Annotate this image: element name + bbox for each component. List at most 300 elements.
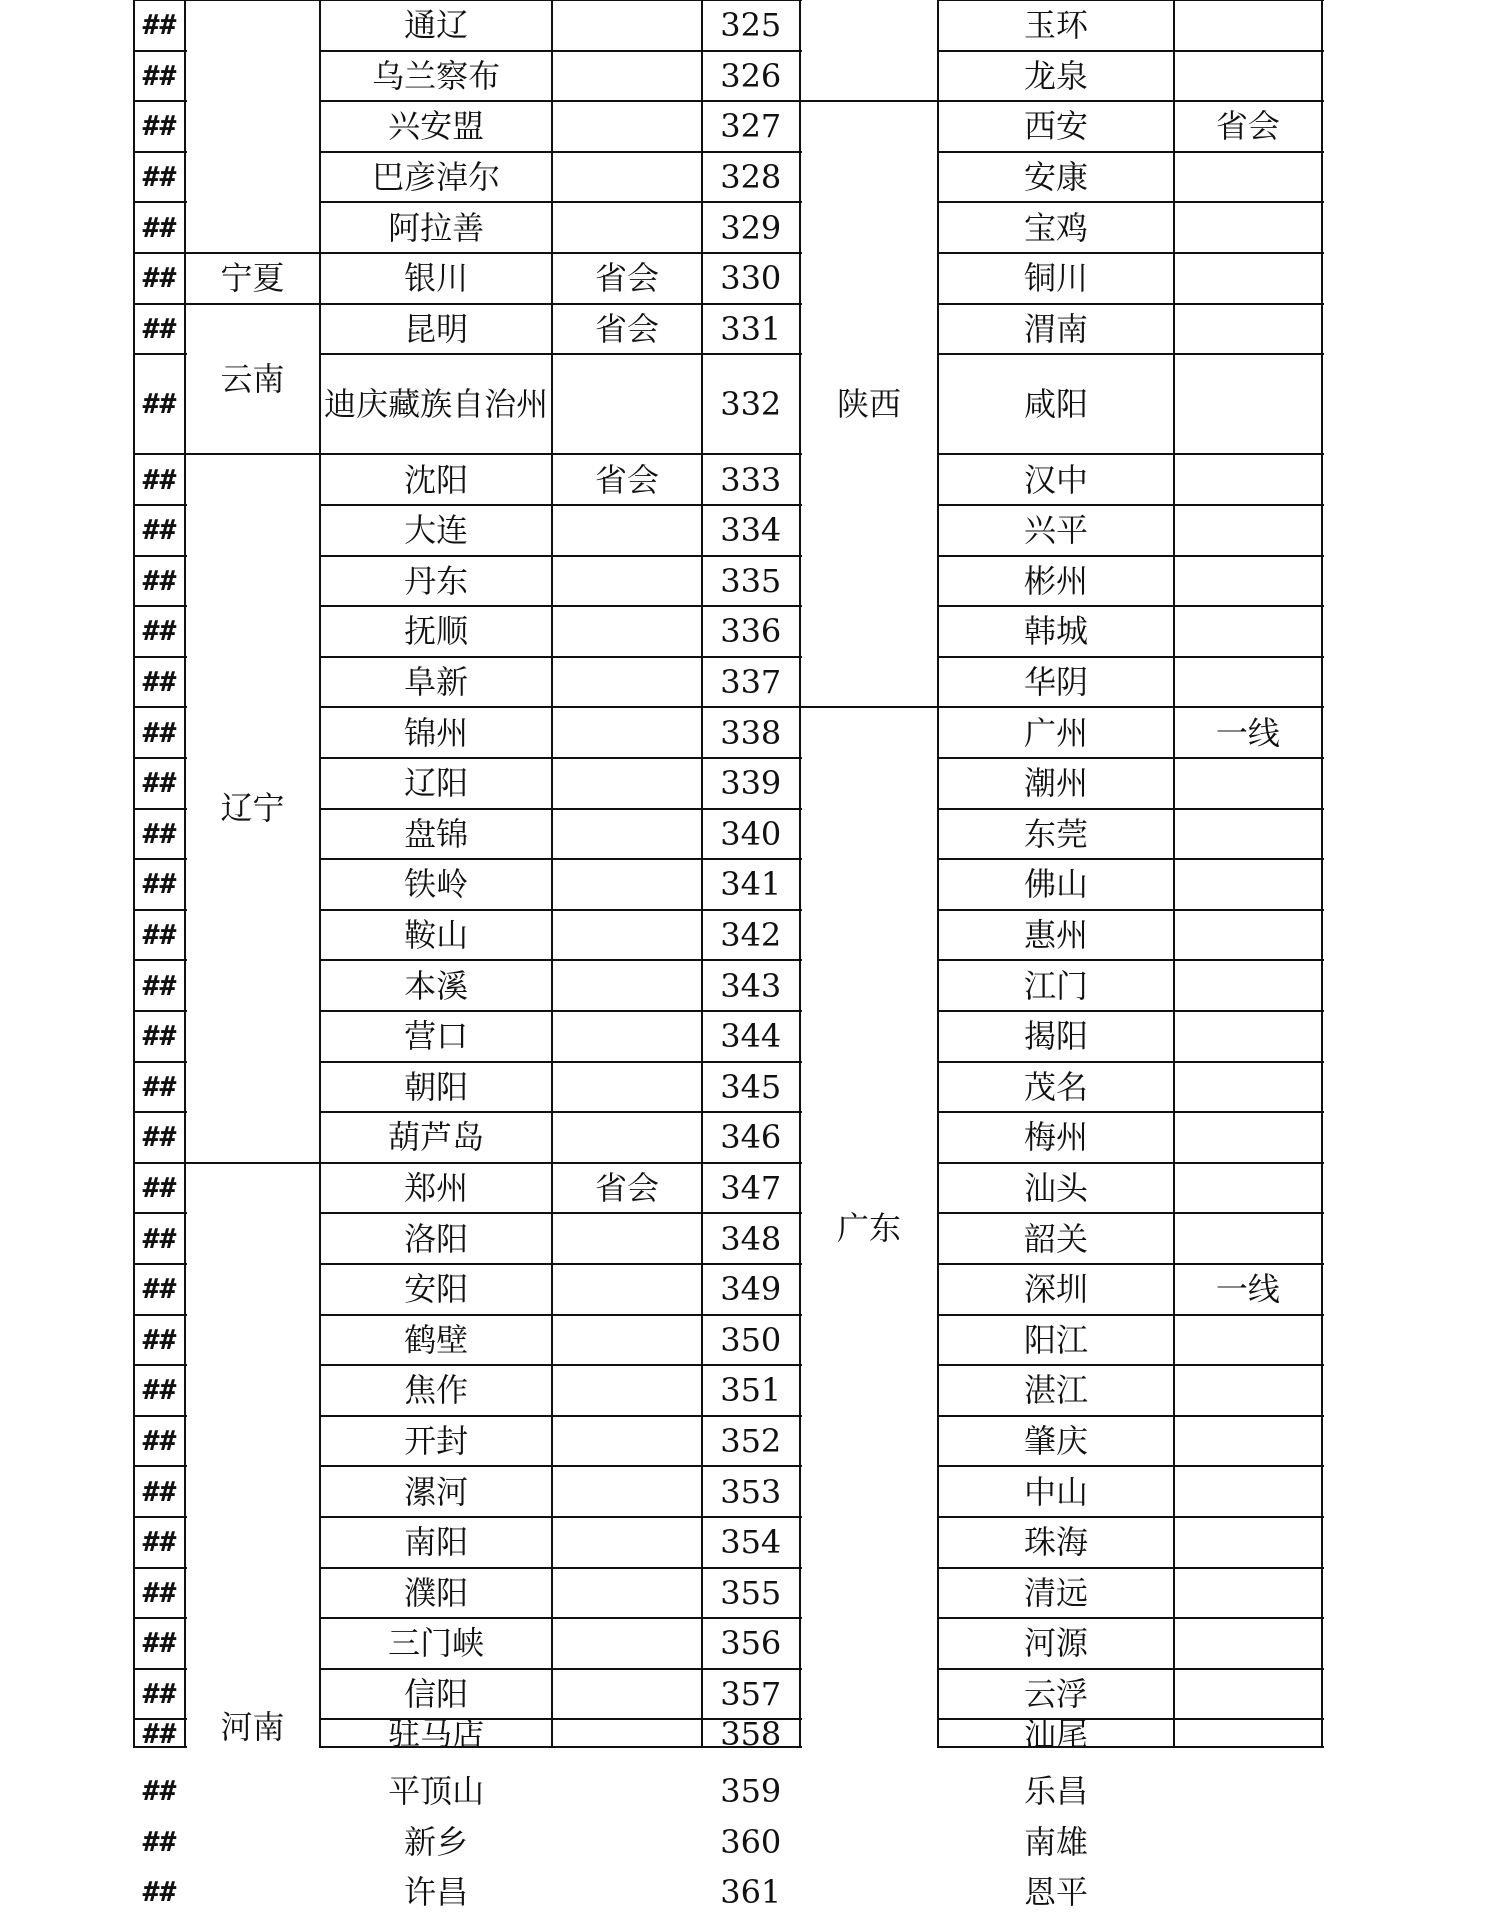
grid-line xyxy=(320,605,802,607)
row-mark: ## xyxy=(142,1575,177,1609)
row-mark: ## xyxy=(142,462,177,496)
city-id: 341 xyxy=(720,865,782,904)
grid-line xyxy=(134,1162,187,1164)
row-mark: ## xyxy=(142,867,177,901)
city-note xyxy=(1174,1365,1323,1416)
city-id: 345 xyxy=(720,1067,782,1106)
city-note: 省会 xyxy=(594,259,659,298)
grid-line xyxy=(320,1061,802,1063)
grid-line xyxy=(320,1718,802,1720)
province-name: 广东 xyxy=(836,1208,901,1247)
row-mark: ## xyxy=(142,210,177,244)
row-mark: ## xyxy=(142,160,177,194)
city-id: 354 xyxy=(720,1523,782,1562)
grid-line xyxy=(134,1567,187,1569)
city-note xyxy=(552,606,702,657)
row-mark: ## xyxy=(142,1626,177,1660)
grid-line xyxy=(185,1162,322,1164)
row-mark: ## xyxy=(142,816,177,850)
city-note xyxy=(552,1213,702,1264)
city-name: 江门 xyxy=(1023,966,1088,1005)
city-name: 肇庆 xyxy=(1023,1421,1088,1460)
grid-line xyxy=(134,1010,187,1012)
city-name: 汕尾 xyxy=(1023,1714,1088,1753)
city-id: 350 xyxy=(720,1320,782,1359)
city-note xyxy=(1174,960,1323,1011)
city-note: 省会 xyxy=(594,1168,659,1207)
city-note xyxy=(1174,1618,1323,1669)
city-name: 新乡 xyxy=(404,1822,469,1861)
city-note xyxy=(552,960,702,1011)
city-name: 珠海 xyxy=(1023,1523,1088,1562)
city-name: 河源 xyxy=(1023,1624,1088,1663)
row-mark: ## xyxy=(142,387,177,421)
city-note xyxy=(1174,253,1323,304)
city-note xyxy=(1174,1062,1323,1113)
city-id: 336 xyxy=(720,612,782,651)
city-note xyxy=(1174,354,1323,454)
city-note xyxy=(1174,758,1323,809)
city-name: 鹤壁 xyxy=(404,1320,469,1359)
grid-line xyxy=(938,303,1324,305)
grid-line xyxy=(320,757,802,759)
city-name: 华阴 xyxy=(1023,662,1088,701)
city-note xyxy=(552,51,702,102)
city-note xyxy=(552,809,702,860)
city-id: 359 xyxy=(720,1771,782,1810)
city-id: 361 xyxy=(720,1873,782,1912)
city-name: 中山 xyxy=(1023,1472,1088,1511)
city-id: 351 xyxy=(720,1371,782,1410)
grid-line xyxy=(938,605,1324,607)
grid-line xyxy=(134,1516,187,1518)
grid-line xyxy=(134,100,187,102)
row-mark: ## xyxy=(142,1069,177,1103)
city-name: 铁岭 xyxy=(404,865,469,904)
grid-line xyxy=(134,453,187,455)
grid-line xyxy=(938,1718,1324,1720)
row-mark: ## xyxy=(142,109,177,143)
city-name: 咸阳 xyxy=(1023,385,1088,424)
city-name: 广州 xyxy=(1023,713,1088,752)
city-note xyxy=(1174,202,1323,253)
city-id: 331 xyxy=(720,309,782,348)
grid-line xyxy=(134,808,187,810)
grid-line xyxy=(134,303,187,305)
city-note xyxy=(1174,910,1323,961)
city-name: 兴平 xyxy=(1023,511,1088,550)
city-name: 安阳 xyxy=(404,1270,469,1309)
grid-line xyxy=(320,1617,802,1619)
grid-line xyxy=(938,252,1324,254)
grid-line xyxy=(320,555,802,557)
grid-line xyxy=(938,201,1324,203)
city-name: 阿拉善 xyxy=(388,208,485,247)
grid-line xyxy=(799,0,801,1748)
city-name: 彬州 xyxy=(1023,561,1088,600)
city-name: 汕头 xyxy=(1023,1168,1088,1207)
city-note xyxy=(1174,0,1323,51)
city-name: 南雄 xyxy=(1023,1822,1088,1861)
grid-line xyxy=(938,555,1324,557)
grid-line xyxy=(701,0,703,1748)
city-name: 本溪 xyxy=(404,966,469,1005)
city-name: 平顶山 xyxy=(388,1771,485,1810)
city-name: 三门峡 xyxy=(388,1624,485,1663)
city-name: 韩城 xyxy=(1023,612,1088,651)
city-name: 朝阳 xyxy=(404,1067,469,1106)
grid-line xyxy=(938,1465,1324,1467)
grid-line xyxy=(134,201,187,203)
city-note xyxy=(552,0,702,51)
row-mark: ## xyxy=(142,563,177,597)
city-id: 329 xyxy=(720,208,782,247)
grid-line xyxy=(320,504,802,506)
grid-line xyxy=(1173,0,1175,1748)
city-name: 佛山 xyxy=(1023,865,1088,904)
row-mark: ## xyxy=(142,8,177,42)
grid-line xyxy=(320,1516,802,1518)
city-name: 安康 xyxy=(1023,158,1088,197)
grid-line xyxy=(134,1617,187,1619)
city-id: 328 xyxy=(720,158,782,197)
city-note xyxy=(552,152,702,203)
row-mark: ## xyxy=(142,917,177,951)
grid-line xyxy=(134,50,187,52)
grid-line xyxy=(320,909,802,911)
grid-line xyxy=(320,1212,802,1214)
city-note xyxy=(552,657,702,708)
city-name: 迪庆藏族自治州 xyxy=(324,385,549,424)
city-note xyxy=(1174,1112,1323,1163)
grid-line xyxy=(185,453,322,455)
city-id: 337 xyxy=(720,662,782,701)
row-mark: ## xyxy=(142,1373,177,1407)
city-name: 抚顺 xyxy=(404,612,469,651)
grid-line xyxy=(134,504,187,506)
city-note xyxy=(552,202,702,253)
grid-line xyxy=(938,808,1324,810)
grid-line xyxy=(938,656,1324,658)
grid-line xyxy=(938,453,1324,455)
grid-line xyxy=(320,959,802,961)
city-name: 漯河 xyxy=(404,1472,469,1511)
grid-line xyxy=(938,1617,1324,1619)
city-note xyxy=(1174,505,1323,556)
grid-line xyxy=(134,1668,187,1670)
grid-line xyxy=(938,353,1324,355)
row-mark: ## xyxy=(142,1221,177,1255)
grid-line xyxy=(134,1111,187,1113)
city-id: 348 xyxy=(720,1219,782,1258)
city-note xyxy=(552,1315,702,1366)
city-name: 揭阳 xyxy=(1023,1017,1088,1056)
city-note xyxy=(552,707,702,758)
city-note xyxy=(552,1011,702,1062)
grid-line xyxy=(320,808,802,810)
city-name: 兴安盟 xyxy=(388,107,485,146)
city-note xyxy=(552,1719,702,1748)
city-id: 342 xyxy=(720,915,782,954)
grid-line xyxy=(938,1212,1324,1214)
row-mark: ## xyxy=(142,1170,177,1204)
row-mark: ## xyxy=(142,311,177,345)
city-name: 云浮 xyxy=(1023,1674,1088,1713)
city-name: 汉中 xyxy=(1023,460,1088,499)
grid-line xyxy=(320,303,802,305)
city-id: 327 xyxy=(720,107,782,146)
row-mark: ## xyxy=(142,614,177,648)
grid-line xyxy=(319,0,321,1748)
grid-line xyxy=(134,0,187,1)
city-id: 358 xyxy=(720,1714,782,1753)
grid-line xyxy=(938,1314,1324,1316)
grid-line xyxy=(134,1061,187,1063)
grid-line xyxy=(134,909,187,911)
city-name: 铜川 xyxy=(1023,259,1088,298)
grid-line xyxy=(938,1415,1324,1417)
row-mark: ## xyxy=(142,513,177,547)
row-mark: ## xyxy=(142,58,177,92)
city-id: 338 xyxy=(720,713,782,752)
grid-line xyxy=(551,0,553,1748)
province-name: 宁夏 xyxy=(220,259,285,298)
city-note xyxy=(1174,51,1323,102)
grid-line xyxy=(938,706,1324,708)
city-note xyxy=(1174,1315,1323,1366)
city-name: 宝鸡 xyxy=(1023,208,1088,247)
grid-line xyxy=(320,100,802,102)
grid-line xyxy=(938,1668,1324,1670)
row-mark: ## xyxy=(142,1875,177,1909)
grid-line xyxy=(320,1415,802,1417)
grid-line xyxy=(184,0,186,1748)
city-note xyxy=(552,1669,702,1720)
grid-line xyxy=(134,656,187,658)
grid-line xyxy=(800,706,941,708)
city-note xyxy=(552,910,702,961)
city-id: 352 xyxy=(720,1421,782,1460)
city-name: 惠州 xyxy=(1023,915,1088,954)
grid-line xyxy=(320,1364,802,1366)
city-note xyxy=(552,1264,702,1315)
grid-line xyxy=(938,504,1324,506)
city-note xyxy=(1174,1011,1323,1062)
grid-line xyxy=(938,1567,1324,1569)
row-mark: ## xyxy=(142,968,177,1002)
city-name: 韶关 xyxy=(1023,1219,1088,1258)
city-note xyxy=(552,758,702,809)
grid-line xyxy=(938,0,1324,1)
city-note: 一线 xyxy=(1215,1270,1280,1309)
city-id: 355 xyxy=(720,1573,782,1612)
city-name: 南阳 xyxy=(404,1523,469,1562)
city-name: 开封 xyxy=(404,1421,469,1460)
city-id: 353 xyxy=(720,1472,782,1511)
grid-line xyxy=(134,353,187,355)
city-name: 阜新 xyxy=(404,662,469,701)
city-name: 大连 xyxy=(404,511,469,550)
grid-line xyxy=(134,252,187,254)
grid-line xyxy=(134,959,187,961)
city-name: 信阳 xyxy=(404,1674,469,1713)
row-mark: ## xyxy=(142,1716,177,1750)
city-note xyxy=(552,1517,702,1568)
city-note xyxy=(1174,1466,1323,1517)
grid-line xyxy=(320,201,802,203)
city-note xyxy=(1174,152,1323,203)
grid-line xyxy=(320,1465,802,1467)
grid-line xyxy=(134,151,187,153)
city-id: 349 xyxy=(720,1270,782,1309)
city-note xyxy=(1174,1416,1323,1467)
grid-line xyxy=(134,1314,187,1316)
city-note xyxy=(552,1112,702,1163)
grid-line xyxy=(938,151,1324,153)
row-mark: ## xyxy=(142,1272,177,1306)
row-mark: ## xyxy=(142,1824,177,1858)
grid-line xyxy=(134,555,187,557)
city-id: 357 xyxy=(720,1674,782,1713)
city-name: 锦州 xyxy=(404,713,469,752)
grid-line xyxy=(320,1668,802,1670)
city-name: 盘锦 xyxy=(404,814,469,853)
grid-line xyxy=(938,1061,1324,1063)
city-name: 乌兰察布 xyxy=(372,56,501,95)
city-id: 347 xyxy=(720,1168,782,1207)
grid-line xyxy=(938,1364,1324,1366)
city-name: 玉环 xyxy=(1023,6,1088,45)
city-name: 葫芦岛 xyxy=(388,1118,485,1157)
grid-line xyxy=(185,252,322,254)
city-name: 驻马店 xyxy=(388,1714,485,1753)
city-note: 省会 xyxy=(594,309,659,348)
city-name: 恩平 xyxy=(1023,1873,1088,1912)
province-name: 陕西 xyxy=(836,385,901,424)
city-id: 343 xyxy=(720,966,782,1005)
city-id: 330 xyxy=(720,259,782,298)
city-name: 沈阳 xyxy=(404,460,469,499)
city-note xyxy=(552,1062,702,1113)
city-name: 渭南 xyxy=(1023,309,1088,348)
province-name xyxy=(185,0,320,253)
city-note xyxy=(552,1365,702,1416)
grid-line xyxy=(800,100,941,102)
province-name: 河南 xyxy=(220,1707,285,1746)
row-mark: ## xyxy=(142,1525,177,1559)
city-id: 340 xyxy=(720,814,782,853)
city-name: 龙泉 xyxy=(1023,56,1088,95)
city-name: 西安 xyxy=(1023,107,1088,146)
city-name: 丹东 xyxy=(404,561,469,600)
city-note xyxy=(552,505,702,556)
grid-line xyxy=(134,1212,187,1214)
city-note xyxy=(552,859,702,910)
city-name: 许昌 xyxy=(404,1873,469,1912)
grid-line xyxy=(938,1516,1324,1518)
grid-line xyxy=(320,1010,802,1012)
grid-line xyxy=(938,50,1324,52)
city-id: 335 xyxy=(720,561,782,600)
grid-line xyxy=(320,353,802,355)
row-mark: ## xyxy=(142,715,177,749)
city-name: 深圳 xyxy=(1023,1270,1088,1309)
grid-line xyxy=(134,1415,187,1417)
city-note xyxy=(1174,1163,1323,1214)
row-mark: ## xyxy=(142,1019,177,1053)
grid-line xyxy=(134,1465,187,1467)
city-note xyxy=(1174,1517,1323,1568)
grid-line xyxy=(320,50,802,52)
grid-line xyxy=(938,1162,1324,1164)
grid-line xyxy=(134,858,187,860)
city-id: 333 xyxy=(720,460,782,499)
grid-line xyxy=(320,252,802,254)
city-note xyxy=(1174,657,1323,708)
city-note xyxy=(552,101,702,152)
grid-line xyxy=(320,1111,802,1113)
city-note: 省会 xyxy=(594,460,659,499)
grid-line xyxy=(134,1718,187,1720)
city-note xyxy=(1174,1213,1323,1264)
city-note xyxy=(552,1568,702,1619)
grid-line xyxy=(938,1111,1324,1113)
city-note xyxy=(1174,809,1323,860)
grid-line xyxy=(320,1314,802,1316)
city-id: 326 xyxy=(720,56,782,95)
grid-line xyxy=(320,1263,802,1265)
grid-line xyxy=(320,1162,802,1164)
row-mark: ## xyxy=(142,1423,177,1457)
grid-line xyxy=(320,1567,802,1569)
city-note xyxy=(552,1416,702,1467)
city-id: 356 xyxy=(720,1624,782,1663)
city-note xyxy=(1174,304,1323,355)
grid-line xyxy=(938,1010,1324,1012)
city-name: 茂名 xyxy=(1023,1067,1088,1106)
city-note xyxy=(1174,556,1323,607)
row-mark: ## xyxy=(142,766,177,800)
grid-line xyxy=(134,605,187,607)
province-name: 辽宁 xyxy=(220,789,285,828)
city-id: 344 xyxy=(720,1017,782,1056)
row-mark: ## xyxy=(142,261,177,295)
city-name: 昆明 xyxy=(404,309,469,348)
city-name: 巴彦淖尔 xyxy=(372,158,501,197)
city-note xyxy=(1174,859,1323,910)
grid-line xyxy=(938,909,1324,911)
city-note xyxy=(1174,606,1323,657)
grid-line xyxy=(134,706,187,708)
city-note xyxy=(552,1466,702,1517)
city-name: 濮阳 xyxy=(404,1573,469,1612)
grid-line xyxy=(185,303,322,305)
city-name: 阳江 xyxy=(1023,1320,1088,1359)
grid-line xyxy=(133,0,135,1748)
city-note xyxy=(1174,1719,1323,1748)
grid-line xyxy=(134,1263,187,1265)
grid-line xyxy=(320,858,802,860)
city-id: 334 xyxy=(720,511,782,550)
city-id: 360 xyxy=(720,1822,782,1861)
grid-line xyxy=(320,151,802,153)
row-mark: ## xyxy=(142,664,177,698)
grid-line xyxy=(938,1263,1324,1265)
grid-line xyxy=(185,0,322,1)
grid-line xyxy=(938,757,1324,759)
row-mark: ## xyxy=(142,1676,177,1710)
city-note xyxy=(552,556,702,607)
